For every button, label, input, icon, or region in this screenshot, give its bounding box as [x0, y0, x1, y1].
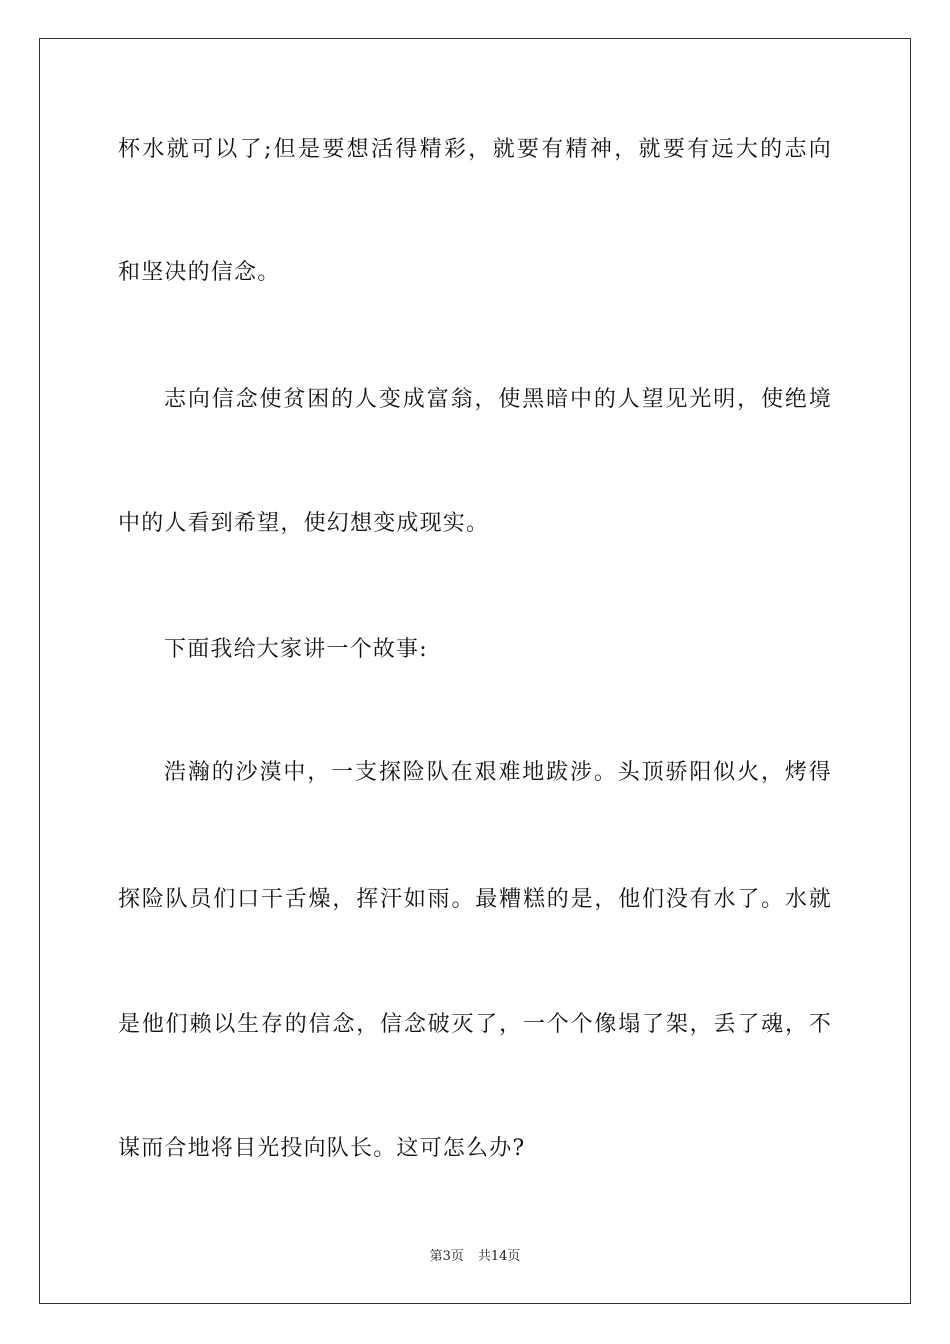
- paragraph-line: 中的人看到希望，使幻想变成现实。: [118, 511, 490, 536]
- paragraph-line: 是他们赖以生存的信念，信念破灭了，一个个像塌了架，丢了魂，不: [118, 1012, 832, 1037]
- paragraph-line: 下面我给大家讲一个故事:: [164, 637, 428, 662]
- page-frame: [39, 38, 911, 1304]
- paragraph-line: 志向信念使贫困的人变成富翁，使黑暗中的人望见光明，使绝境: [164, 387, 832, 412]
- paragraph-line: 探险队员们口干舌燥，挥汗如雨。最糟糕的是，他们没有水了。水就: [118, 887, 832, 912]
- total-pages: 共14页: [477, 1249, 521, 1264]
- paragraph-line: 杯水就可以了;但是要想活得精彩，就要有精神，就要有远大的志向: [118, 137, 832, 162]
- paragraph-line: 浩瀚的沙漠中，一支探险队在艰难地跋涉。头顶骄阳似火，烤得: [164, 760, 832, 785]
- page-footer: [0, 1248, 950, 1266]
- paragraph-line: 谋而合地将目光投向队长。这可怎么办?: [118, 1136, 526, 1161]
- paragraph-line: 和坚决的信念。: [118, 260, 281, 285]
- page-number: 第3页: [429, 1249, 464, 1264]
